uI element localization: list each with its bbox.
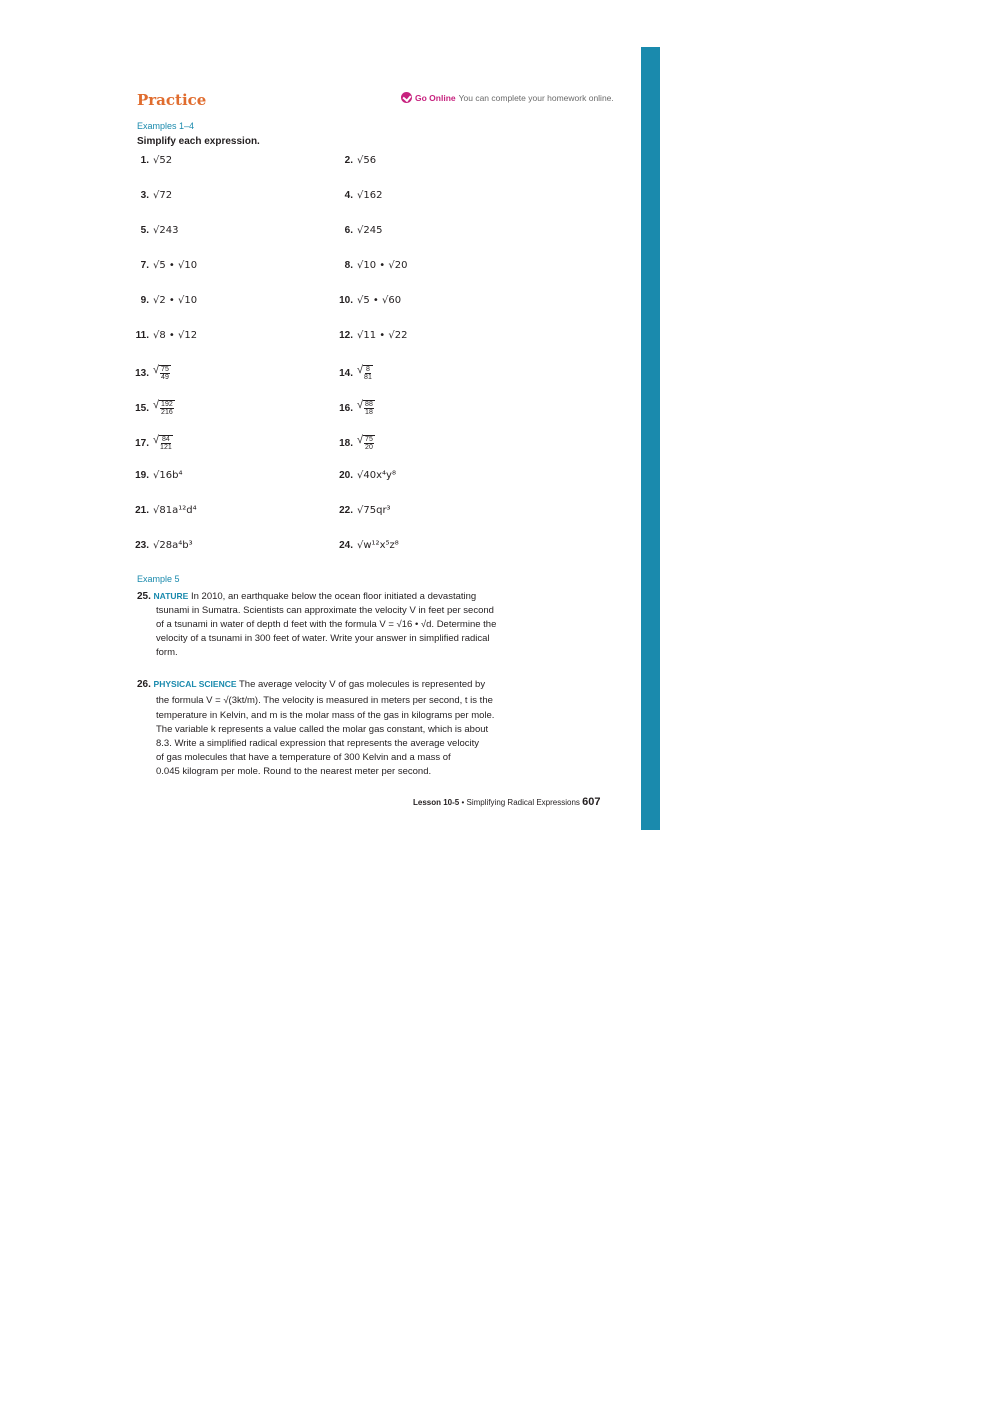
problem-item bbox=[133, 260, 197, 271]
go-online-note bbox=[401, 92, 614, 103]
problem-item bbox=[337, 260, 407, 271]
problem-number: 23. bbox=[135, 540, 149, 551]
page-number: 607 bbox=[582, 796, 601, 808]
text-line: form. bbox=[156, 647, 178, 658]
expression: √81a¹²d⁴ bbox=[153, 505, 197, 516]
denominator: 49 bbox=[161, 374, 169, 381]
problem-item bbox=[337, 470, 396, 481]
radical-fraction bbox=[153, 435, 173, 451]
radical-sign: √ bbox=[357, 399, 364, 411]
go-online-text: You can complete your homework online. bbox=[458, 92, 614, 103]
denominator: 20 bbox=[365, 444, 373, 451]
radical-sign: √ bbox=[357, 364, 364, 376]
text-line: of gas molecules that have a temperature of 300 Kelvin and a mass of bbox=[156, 752, 451, 763]
text-line: 8.3. Write a simplified radical expression that represents the average velocity bbox=[156, 738, 479, 749]
fraction bbox=[159, 400, 175, 416]
problem-number: 11. bbox=[135, 330, 149, 341]
problem-number: 17. bbox=[135, 437, 149, 449]
numerator: 84 bbox=[161, 436, 170, 443]
denominator: 121 bbox=[160, 444, 172, 451]
problem-number: 5. bbox=[140, 225, 149, 236]
expression: √52 bbox=[153, 155, 173, 166]
examples-heading: Examples 1–4 bbox=[137, 121, 195, 131]
text-line: velocity of a tsunami in 300 feet of water. Write your answer in simplified radical bbox=[156, 633, 490, 644]
problem-number: 6. bbox=[344, 225, 353, 236]
problem-25 bbox=[137, 589, 547, 660]
problem-number: 15. bbox=[135, 402, 149, 414]
radical-fraction bbox=[357, 365, 373, 381]
example-5-heading: Example 5 bbox=[137, 574, 180, 584]
problem-item bbox=[133, 540, 193, 551]
denominator: 216 bbox=[161, 409, 173, 416]
problem-number: 21. bbox=[135, 505, 149, 516]
problem-number: 24. bbox=[339, 540, 353, 551]
text-line: temperature in Kelvin, and m is the molar mass of the gas in kilograms per mole. bbox=[156, 710, 495, 721]
expression: √243 bbox=[153, 225, 179, 236]
radical-fraction bbox=[357, 435, 375, 451]
problem-item bbox=[133, 435, 173, 451]
problem-item bbox=[337, 330, 407, 341]
problem-item bbox=[337, 505, 391, 516]
fraction bbox=[363, 365, 373, 381]
problem-item bbox=[337, 190, 382, 201]
expression: √245 bbox=[357, 225, 383, 236]
problem-label: PHYSICAL SCIENCE bbox=[153, 679, 237, 689]
numerator: 75 bbox=[161, 366, 169, 373]
problem-number: 10. bbox=[339, 295, 353, 306]
problem-number: 26. bbox=[137, 679, 151, 690]
problem-item bbox=[133, 295, 197, 306]
problem-item bbox=[133, 225, 178, 236]
radical-sign: √ bbox=[153, 434, 160, 446]
problem-number: 8. bbox=[344, 260, 353, 271]
radical-fraction bbox=[357, 400, 375, 416]
problem-item bbox=[337, 400, 375, 416]
expression: √28a⁴b³ bbox=[153, 540, 193, 551]
fraction bbox=[363, 400, 375, 416]
fraction bbox=[159, 365, 171, 381]
radical-fraction bbox=[153, 400, 175, 416]
expression: √5 • √10 bbox=[153, 260, 198, 271]
expression: √40x⁴y⁸ bbox=[357, 470, 396, 481]
radical-sign: √ bbox=[153, 399, 160, 411]
text-line: 0.045 kilogram per mole. Round to the nearest meter per second. bbox=[156, 766, 432, 777]
numerator: 8 bbox=[365, 366, 370, 373]
problem-item bbox=[337, 435, 375, 451]
expression: √11 • √22 bbox=[357, 330, 408, 341]
problem-26 bbox=[137, 677, 547, 779]
expression: √162 bbox=[357, 190, 383, 201]
problem-item bbox=[133, 330, 197, 341]
problem-number: 20. bbox=[339, 470, 353, 481]
text-line: the formula V = √(3kt/m). The velocity is measured in meters per second, t is the bbox=[156, 695, 493, 706]
text-line: of a tsunami in water of depth d feet with the formula V = √16 • √d. Determine the bbox=[156, 619, 497, 630]
expression: √8 • √12 bbox=[153, 330, 198, 341]
problem-number: 7. bbox=[140, 260, 149, 271]
text-line: tsunami in Sumatra. Scientists can approximate the velocity V in feet per second bbox=[156, 605, 494, 616]
numerator: 192 bbox=[161, 401, 173, 408]
fraction bbox=[363, 435, 375, 451]
problem-number: 2. bbox=[344, 155, 353, 166]
problem-number: 14. bbox=[339, 367, 353, 379]
problem-item bbox=[133, 365, 171, 381]
expression: √10 • √20 bbox=[357, 260, 408, 271]
problem-item bbox=[133, 400, 175, 416]
expression: √75qr³ bbox=[357, 505, 391, 516]
footer-bullet: • bbox=[461, 798, 465, 807]
expression: √2 • √10 bbox=[153, 295, 198, 306]
expression: √w¹²x⁵z⁸ bbox=[357, 540, 399, 551]
problem-number: 13. bbox=[135, 367, 149, 379]
numerator: 75 bbox=[365, 436, 373, 443]
expression: √16b⁴ bbox=[153, 470, 183, 481]
problem-number: 1. bbox=[140, 155, 149, 166]
denominator: 18 bbox=[365, 409, 373, 416]
radical-fraction bbox=[153, 365, 171, 381]
problem-label: NATURE bbox=[153, 591, 189, 601]
problem-item bbox=[337, 540, 399, 551]
problem-number: 22. bbox=[339, 505, 353, 516]
problem-item bbox=[337, 365, 373, 381]
problem-item bbox=[133, 155, 172, 166]
text-line: The average velocity V of gas molecules is represented by bbox=[239, 679, 486, 690]
problem-item bbox=[337, 295, 401, 306]
section-title: Practice bbox=[137, 91, 207, 109]
problem-number: 25. bbox=[137, 591, 151, 602]
radical-sign: √ bbox=[357, 434, 364, 446]
page-side-bar bbox=[641, 47, 660, 830]
go-online-icon bbox=[401, 92, 412, 103]
lesson-number: Lesson 10-5 bbox=[413, 798, 460, 807]
expression: √56 bbox=[357, 155, 377, 166]
page-footer bbox=[413, 796, 601, 808]
problem-item bbox=[133, 190, 172, 201]
lesson-title: Simplifying Radical Expressions bbox=[466, 798, 580, 807]
problem-number: 9. bbox=[140, 295, 149, 306]
text-line: The variable k represents a value called the molar gas constant, which is about bbox=[156, 724, 489, 735]
denominator: 81 bbox=[364, 374, 372, 381]
problem-number: 19. bbox=[135, 470, 149, 481]
numerator: 88 bbox=[365, 401, 373, 408]
expression: √5 • √60 bbox=[357, 295, 402, 306]
problem-number: 12. bbox=[339, 330, 353, 341]
problem-item bbox=[133, 470, 182, 481]
instruction: Simplify each expression. bbox=[137, 136, 260, 147]
text-line: In 2010, an earthquake below the ocean floor initiated a devastating bbox=[190, 591, 477, 602]
problem-number: 3. bbox=[140, 190, 149, 201]
problem-number: 16. bbox=[339, 402, 353, 414]
problem-item bbox=[337, 225, 382, 236]
problem-number: 4. bbox=[344, 190, 353, 201]
go-online-label[interactable]: Go Online bbox=[415, 92, 456, 103]
problem-number: 18. bbox=[339, 437, 353, 449]
radical-sign: √ bbox=[153, 364, 160, 376]
problem-item bbox=[337, 155, 376, 166]
expression: √72 bbox=[153, 190, 173, 201]
problem-item bbox=[133, 505, 197, 516]
fraction bbox=[159, 435, 173, 451]
